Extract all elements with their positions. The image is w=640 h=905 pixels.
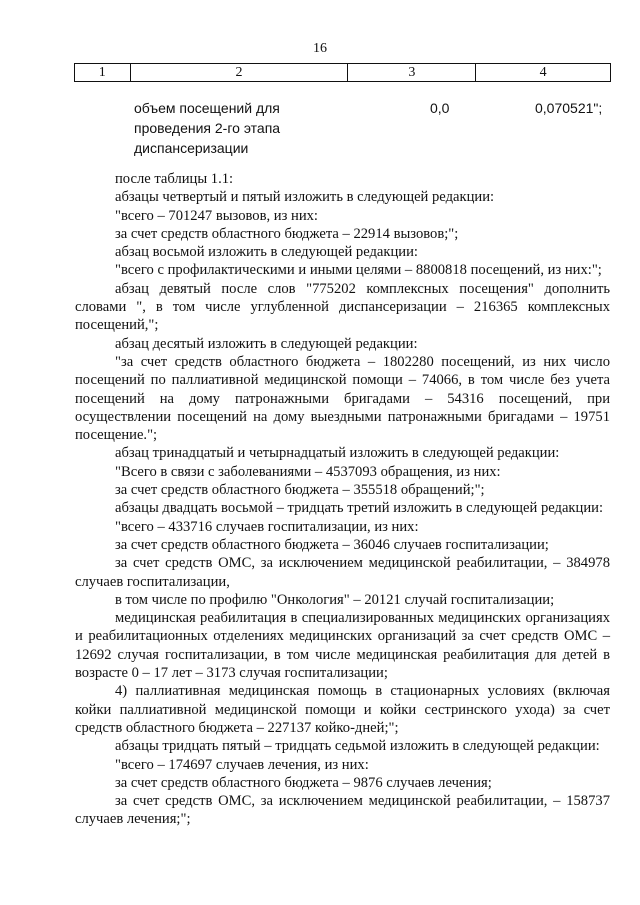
paragraph: за счет средств областного бюджета – 355518 обращений;";	[115, 482, 485, 499]
table-cell-value-col3: 0,0	[430, 100, 450, 116]
column-number-3: 3	[348, 64, 476, 82]
paragraph: абзац тринадцатый и четырнадцатый изложить в следующей редакции:	[115, 445, 560, 462]
paragraph: "Всего в связи с заболеваниями – 4537093 обращения, из них:	[115, 463, 501, 480]
column-number-2: 2	[130, 64, 348, 82]
indicator-line-1: объем посещений для	[134, 100, 280, 116]
paragraph: "всего с профилактическими и иными целями – 8800818 посещений, из них:";	[115, 262, 602, 279]
column-number-4: 4	[476, 64, 611, 82]
paragraph: абзац девятый после слов "775202 комплексных посещения" дополнить словами ", в том числе углубленной диспансеризации – 216365 комплексных посещений,";	[75, 280, 610, 334]
page-number: 16	[313, 41, 327, 56]
paragraph: абзац десятый изложить в следующей редакции:	[115, 335, 418, 352]
table-cell-value-col4: 0,070521";	[535, 100, 603, 116]
paragraph: абзацы тридцать пятый – тридцать седьмой изложить в следующей редакции:	[115, 738, 600, 755]
paragraph: 4) паллиативная медицинская помощь в стационарных условиях (включая койки паллиативной медицинской помощи и койки сестринского ухода) за счет средств областного бюджета – 227137 койко-дней;";	[75, 683, 610, 736]
indicator-line-2: проведения 2-го этапа	[134, 120, 281, 136]
paragraph: медицинская реабилитация в специализированных медицинских организациях и реабилитационных отделениях медицинских организаций за счет средств ОМС – 12692 случая госпитализации, в том числе медицинская реабилитация для детей в возрасте 0 – 17 лет – 3173 случая госпитализации;	[75, 610, 610, 682]
paragraph: за счет средств ОМС, за исключением медицинской реабилитации, – 158737 случаев лечения;";	[75, 793, 610, 828]
paragraph: абзацы двадцать восьмой – тридцать третий изложить в следующей редакции:	[115, 500, 604, 517]
paragraph: абзац восьмой изложить в следующей редакции:	[115, 244, 418, 261]
paragraph: в том числе по профилю "Онкология" – 20121 случай госпитализации;	[115, 591, 555, 608]
amendment-text	[75, 170, 610, 829]
paragraph: "за счет средств областного бюджета – 1802280 посещений, из них число посещений по паллиативной медицинской помощи – 74066, в том числе без учета посещений на дому патронажными бригадами – 54316 посещений, при осуществлении посещений на дому выездными патронажными бригадами – 19751 посещение.";	[75, 353, 610, 444]
paragraph: за счет средств областного бюджета – 9876 случаев лечения;	[115, 774, 492, 791]
column-number-1: 1	[75, 64, 131, 82]
paragraph: после таблицы 1.1:	[115, 171, 234, 187]
paragraph: за счет средств областного бюджета – 22914 вызовов;";	[115, 225, 459, 242]
paragraph: "всего – 433716 случаев госпитализации, из них:	[115, 518, 419, 535]
paragraph: за счет средств ОМС, за исключением медицинской реабилитации, – 384978 случаев госпитализации,	[75, 555, 610, 590]
table-header-row	[74, 63, 611, 82]
paragraph: за счет средств областного бюджета – 36046 случаев госпитализации;	[115, 536, 549, 553]
paragraph: "всего – 701247 вызовов, из них:	[115, 207, 318, 224]
paragraph: "всего – 174697 случаев лечения, из них:	[115, 756, 369, 773]
table-cell-indicator	[134, 98, 364, 158]
paragraph: абзацы четвертый и пятый изложить в следующей редакции:	[115, 189, 495, 206]
indicator-line-3: диспансеризации	[134, 140, 249, 156]
